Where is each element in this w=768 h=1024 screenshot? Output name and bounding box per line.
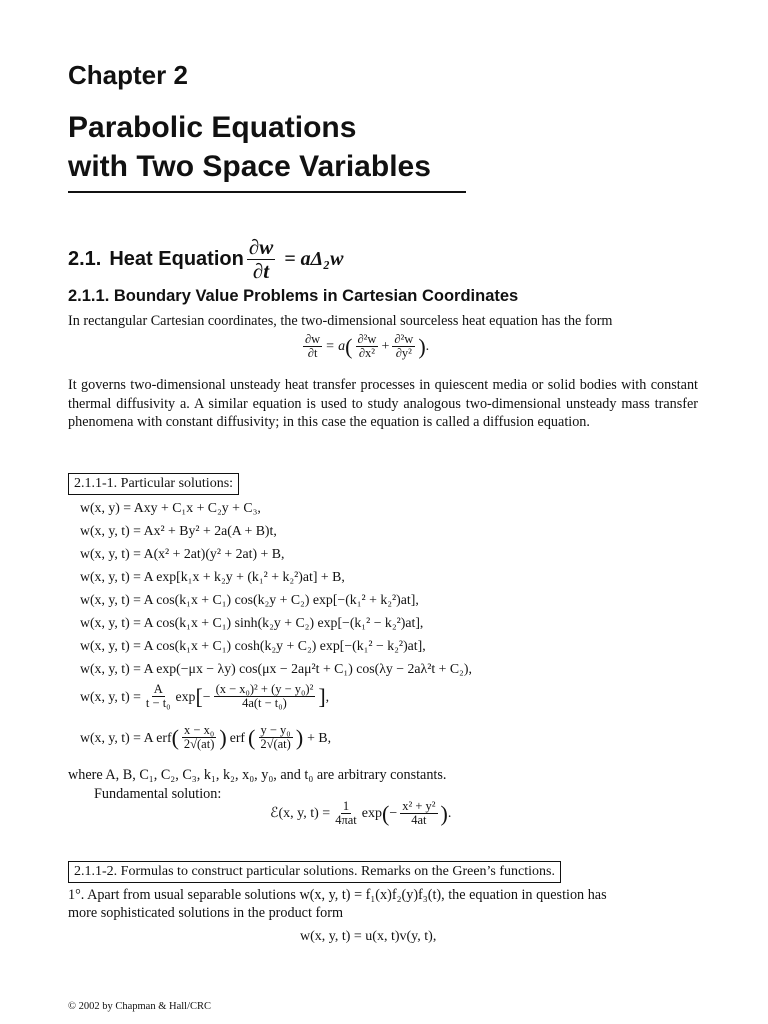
sol10-arg2-num: y − y₀: [260, 723, 291, 737]
fund-exponent: [400, 800, 437, 827]
solution-2: w(x, y, t) = Ax² + By² + 2a(A + B)t,: [80, 523, 277, 538]
heat-t2-den: ∂y²: [395, 346, 412, 361]
sol10-arg1-num: x − x₀: [184, 723, 215, 737]
chapter-label: Chapter 2: [68, 60, 188, 90]
copyright-footer: © 2002 by Chapman & Hall/CRC: [68, 1001, 212, 1012]
fund-coef-num: 1: [342, 799, 350, 813]
fund-minus: −: [389, 805, 398, 821]
title-line-1: Parabolic Equations: [68, 111, 357, 144]
sol9-exp-den: 4a(t − t₀): [242, 696, 287, 711]
sol10-end: + B,: [307, 729, 332, 745]
intro-paragraph: In rectangular Cartesian coordinates, the two-dimensional sourceless heat equation has the form: [68, 313, 613, 329]
heat-lhs-num: ∂w: [305, 332, 321, 346]
sol9-exp: exp: [175, 688, 196, 704]
solution-5: w(x, y, t) = A cos(k₁x + C₁) cos(k₂y + C₂) exp[−(k₁² + k₂²)at],: [80, 592, 419, 607]
fund-end: .: [447, 805, 452, 821]
sol9-exponent: [214, 683, 316, 710]
fund-rparen: ): [440, 800, 448, 826]
product-form-equation: w(x, y, t) = u(x, t)v(y, t),: [300, 929, 437, 944]
sol9-exp-num: (x − x₀)² + (y − y₀)²: [215, 682, 314, 696]
right-paren: ): [418, 333, 426, 359]
heat-t1-den: ∂x²: [358, 346, 376, 361]
solution-3: w(x, y, t) = A(x² + 2at)(y² + 2at) + B,: [80, 546, 285, 561]
sol9-rbracket: ]: [318, 683, 326, 709]
heat-t1-num: ∂²w: [357, 332, 377, 346]
sol10-arg1-den: 2√(at): [183, 737, 215, 752]
fund-coef: [333, 800, 359, 827]
section-rhs: = aΔ₂w: [284, 247, 344, 270]
left-paren: (: [345, 333, 353, 359]
fund-exp-num: x² + y²: [402, 799, 436, 813]
subsection-box-1: 2.1.1-1. Particular solutions:: [68, 473, 239, 495]
heat-end: .: [425, 338, 430, 354]
section-number: 2.1.: [68, 247, 102, 270]
heat-lhs: [303, 333, 322, 360]
sol9-coef: [144, 683, 173, 710]
section-frac-num: ∂w: [248, 235, 274, 260]
sol10-lp2: (: [248, 724, 256, 750]
solution-4: w(x, y, t) = A exp[k₁x + k₂y + (k₁² + k₂²)at] + B,: [80, 569, 345, 584]
sol10-arg1: [182, 724, 216, 751]
solution-1: w(x, y) = Axy + C₁x + C₂y + C₃,: [80, 500, 261, 515]
paragraph-2: It governs two-dimensional unsteady heat transfer processes in quiescent media or solid bodies with constant thermal diffusivity a. A similar equation is used to study analogous two-dimensional unsteady mass transfer phenomena with constant diffusivity; in this case the equation is called a diffusion equation.: [68, 377, 698, 430]
subsection-heading: 2.1.1. Boundary Value Problems in Cartesian Coordinates: [68, 287, 519, 305]
solution-8: w(x, y, t) = A exp(−μx − λy) cos(μx − 2aμ²t + C₁) cos(λy − 2aλ²t + C₂),: [80, 661, 472, 676]
paragraph-3-line-2: more sophisticated solutions in the product form: [68, 905, 344, 921]
chapter-title: [68, 108, 431, 186]
heat-plus: +: [381, 338, 390, 354]
sol9-minus: −: [202, 688, 211, 704]
solution-9: [80, 683, 329, 710]
subsection-box-2: 2.1.1-2. Formulas to construct particular solutions. Remarks on the Green’s functions.: [68, 861, 561, 883]
solution-10: [80, 724, 331, 751]
title-line-2: with Two Space Variables: [68, 150, 431, 183]
fundamental-label: Fundamental solution:: [94, 786, 222, 802]
sol10-rp2: ): [295, 724, 304, 750]
sol9-coef-den: t − t₀: [145, 696, 171, 711]
heat-equation: [300, 333, 429, 360]
fund-lhs: ℰ(x, y, t) =: [270, 806, 331, 822]
sol10-arg2-den: 2√(at): [260, 737, 291, 752]
sol10-lp1: (: [171, 724, 179, 750]
fund-lparen: (: [382, 800, 390, 826]
sol10-lhs: w(x, y, t) = A erf: [80, 729, 172, 745]
heat-term1: [356, 333, 379, 360]
sol9-lbracket: [: [195, 683, 203, 709]
sol9-lhs: w(x, y, t) =: [80, 688, 141, 704]
section-label: Heat Equation: [109, 247, 244, 270]
sol9-coef-num: A: [153, 682, 163, 696]
heat-t2-num: ∂²w: [394, 332, 414, 346]
section-heading: [68, 234, 343, 284]
solution-6: w(x, y, t) = A cos(k₁x + C₁) sinh(k₂y + C₂) exp[−(k₁² − k₂²)at],: [80, 615, 424, 630]
paragraph-3-line-1: 1°. Apart from usual separable solutions w(x, y, t) = f₁(x)f₂(y)f₃(t), the equation in question has: [68, 887, 607, 903]
fund-coef-den: 4πat: [335, 813, 357, 828]
sol10-rp1: ): [219, 724, 227, 750]
fundamental-solution: [270, 800, 451, 827]
fund-exp: exp: [361, 805, 382, 821]
sol9-end: ,: [325, 688, 330, 704]
where-line: where A, B, C₁, C₂, C₃, k₁, k₂, x₀, y₀, and t₀ are arbitrary constants.: [68, 767, 447, 783]
section-frac-den: ∂t: [252, 258, 270, 283]
title-rule: [68, 191, 466, 193]
solution-7: w(x, y, t) = A cos(k₁x + C₁) cosh(k₂y + C₂) exp[−(k₁² − k₂²)at],: [80, 638, 426, 653]
section-fraction: [247, 236, 275, 281]
heat-eq-sign: = a: [325, 338, 346, 354]
sol10-erf: erf: [229, 729, 246, 745]
sol10-arg2: [258, 724, 292, 751]
heat-lhs-den: ∂t: [307, 346, 318, 361]
fund-exp-den: 4at: [411, 813, 427, 828]
heat-term2: [392, 333, 415, 360]
